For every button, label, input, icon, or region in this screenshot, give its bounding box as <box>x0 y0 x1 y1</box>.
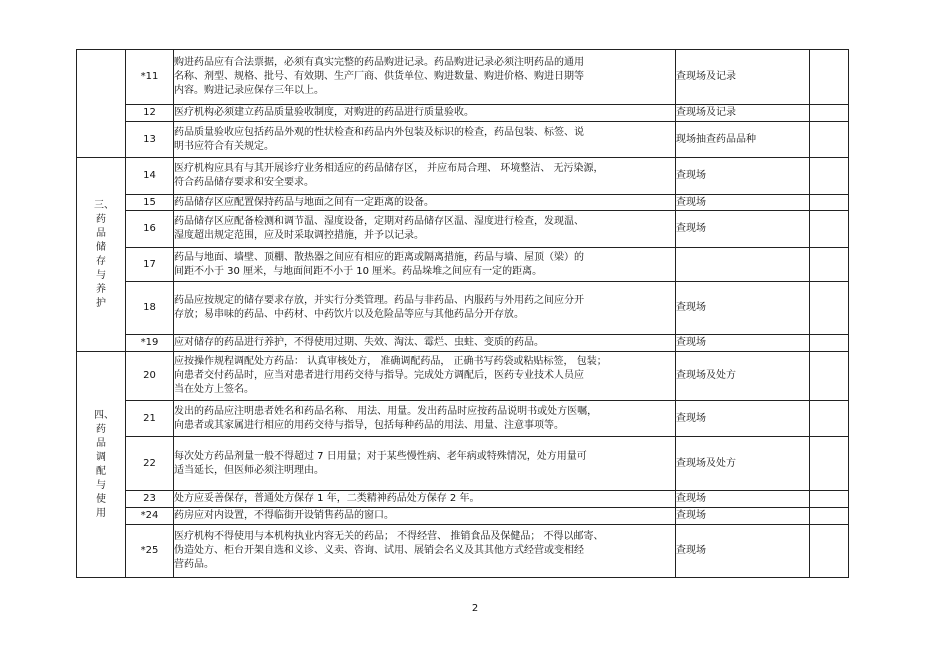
item-number: 22 <box>126 437 174 491</box>
item-requirement <box>174 122 676 158</box>
inspection-method: 查现场 <box>676 195 810 211</box>
table-row <box>77 335 849 352</box>
item-number: 17 <box>126 248 174 282</box>
table-row <box>77 158 849 195</box>
item-requirement <box>174 50 676 105</box>
inspection-method: 查现场 <box>676 211 810 248</box>
result-cell <box>810 437 849 491</box>
item-number: 18 <box>126 282 174 335</box>
inspection-method: 查现场 <box>676 282 810 335</box>
requirement-line: 药房应对内设置，不得临街开设销售药品的窗口。 <box>174 510 394 521</box>
section-label-text: 三、药品储存与养护 <box>94 199 114 309</box>
item-requirement <box>174 282 676 335</box>
inspection-method: 查现场 <box>676 401 810 437</box>
requirement-line: 药品储存区应配置保持药品与地面之间有一定距离的设备。 <box>174 196 434 208</box>
result-cell <box>810 158 849 195</box>
table-row <box>77 525 849 578</box>
item-requirement <box>174 335 676 352</box>
requirement-line: 医疗机构不得使用与本机构执业内容无关的药品； 不得经营、 推销食品及保健品； 不得以邮寄、 <box>174 531 604 542</box>
item-number: *11 <box>126 50 174 105</box>
result-cell <box>810 282 849 335</box>
item-number: 20 <box>126 352 174 401</box>
requirement-line: 符合药品储存要求和安全要求。 <box>174 177 314 188</box>
requirement-line: 存放；易串味的药品、中药材、中药饮片以及危险品等应与其他药品分开存放。 <box>174 309 524 320</box>
item-requirement <box>174 105 676 122</box>
item-requirement <box>174 525 676 578</box>
requirement-line: 名称、剂型、规格、批号、有效期、生产厂商、供货单位、购进数量、购进价格、购进日期等 <box>174 71 584 82</box>
result-cell <box>810 335 849 352</box>
requirement-line: 药品应按规定的储存要求存放，并实行分类管理。药品与非药品、内服药与外用药之间应分开 <box>174 295 584 306</box>
table-row <box>77 491 849 508</box>
item-number: *24 <box>126 508 174 525</box>
section-label <box>77 352 126 578</box>
requirement-line: 当在处方上签名。 <box>174 384 254 395</box>
requirement-line: 内容。购进记录应保存三年以上。 <box>174 85 324 96</box>
table-row <box>77 282 849 335</box>
requirement-line: 发出的药品应注明患者姓名和药品名称、 用法、用量。发出药品时应按药品说明书或处方医嘱， <box>174 405 598 417</box>
table-row <box>77 508 849 525</box>
requirement-line: 适当延长，但医师必须注明理由。 <box>174 464 324 476</box>
item-number: 13 <box>126 122 174 158</box>
requirement-line: 药品与地面、墙壁、顶棚、散热器之间应有相应的距离或隔离措施，药品与墙、屋顶（梁）的 <box>174 251 584 263</box>
item-requirement <box>174 508 676 525</box>
item-requirement <box>174 491 676 508</box>
item-number: 15 <box>126 195 174 211</box>
item-number: 12 <box>126 105 174 122</box>
inspection-method <box>676 248 810 282</box>
item-number: 21 <box>126 401 174 437</box>
item-number: 23 <box>126 491 174 508</box>
section-label-text: 四、药品调配与使用 <box>94 409 114 519</box>
item-requirement <box>174 211 676 248</box>
inspection-method: 查现场 <box>676 158 810 195</box>
result-cell <box>810 352 849 401</box>
result-cell <box>810 525 849 578</box>
result-cell <box>810 401 849 437</box>
requirement-line: 向患者交付药品时，应当对患者进行用药交待与指导。完成处方调配后，医药专业技术人员应 <box>174 370 584 381</box>
requirement-line: 营药品。 <box>174 559 214 570</box>
result-cell <box>810 248 849 282</box>
requirement-line: 应按操作规程调配处方药品： 认真审核处方， 准确调配药品， 正确书写药袋或粘贴标签， 包装； <box>174 356 607 367</box>
page-number: 2 <box>471 603 479 614</box>
item-number: *25 <box>126 525 174 578</box>
requirement-line: 医疗机构必须建立药品质量验收制度，对购进的药品进行质量验收。 <box>174 107 474 118</box>
table-row <box>77 105 849 122</box>
item-requirement <box>174 195 676 211</box>
result-cell <box>810 211 849 248</box>
item-number: 14 <box>126 158 174 195</box>
result-cell <box>810 195 849 211</box>
table-row <box>77 211 849 248</box>
table-row <box>77 401 849 437</box>
requirement-line: 应对储存的药品进行养护，不得使用过期、失效、淘汰、霉烂、虫蛀、变质的药品。 <box>174 337 544 348</box>
requirement-line: 药品储存区应配备检测和调节温、湿度设备，定期对药品储存区温、湿度进行检查，发现温、 <box>174 216 584 227</box>
inspection-method: 查现场及处方 <box>676 352 810 401</box>
requirement-line: 药品质量验收应包括药品外观的性状检查和药品内外包装及标识的检查，药品包装、标签、说 <box>174 126 584 138</box>
item-requirement <box>174 248 676 282</box>
table-row <box>77 50 849 105</box>
table-row <box>77 437 849 491</box>
item-number: 16 <box>126 211 174 248</box>
inspection-method: 查现场及记录 <box>676 105 810 122</box>
requirement-line: 每次处方药品剂量一般不得超过 7 日用量；对于某些慢性病、老年病或特殊情况，处方用量可 <box>174 450 587 462</box>
requirement-line: 医疗机构应具有与其开展诊疗业务相适应的药品储存区， 并应布局合理、 环境整洁、 无污染源， <box>174 163 604 174</box>
section-label <box>77 50 126 158</box>
requirement-line: 湿度超出规定范围，应及时采取调控措施，并予以记录。 <box>174 230 424 241</box>
requirement-line: 伪造处方、柜台开架自选和义诊、义卖、咨询、试用、展销会名义及其其他方式经营或变相经 <box>174 545 584 556</box>
inspection-method: 查现场 <box>676 508 810 525</box>
inspection-method: 查现场及记录 <box>676 50 810 105</box>
requirement-line: 间距不小于 30 厘米，与地面间距不小于 10 厘米。药品垛堆之间应有一定的距离。 <box>174 265 543 277</box>
inspection-table <box>76 49 849 578</box>
table-row <box>77 122 849 158</box>
item-requirement <box>174 401 676 437</box>
requirement-line: 购进药品应有合法票据，必须有真实完整的药品购进记录。药品购进记录必须注明药品的通用 <box>174 57 584 68</box>
section-label <box>77 158 126 352</box>
inspection-method: 查现场 <box>676 335 810 352</box>
requirement-line: 处方应妥善保存，普通处方保存 1 年，二类精神药品处方保存 2 年。 <box>174 493 480 504</box>
inspection-method: 查现场 <box>676 491 810 508</box>
item-requirement <box>174 158 676 195</box>
table-row <box>77 248 849 282</box>
inspection-method: 现场抽查药品品种 <box>676 122 810 158</box>
result-cell <box>810 491 849 508</box>
item-requirement <box>174 437 676 491</box>
table-row <box>77 352 849 401</box>
item-requirement <box>174 352 676 401</box>
requirement-line: 明书应符合有关规定。 <box>174 140 274 152</box>
inspection-method: 查现场 <box>676 525 810 578</box>
result-cell <box>810 508 849 525</box>
inspection-method: 查现场及处方 <box>676 437 810 491</box>
result-cell <box>810 50 849 105</box>
requirement-line: 向患者或其家属进行相应的用药交待与指导，包括每种药品的用法、用量、注意事项等。 <box>174 419 564 431</box>
result-cell <box>810 122 849 158</box>
item-number: *19 <box>126 335 174 352</box>
table-row <box>77 195 849 211</box>
result-cell <box>810 105 849 122</box>
